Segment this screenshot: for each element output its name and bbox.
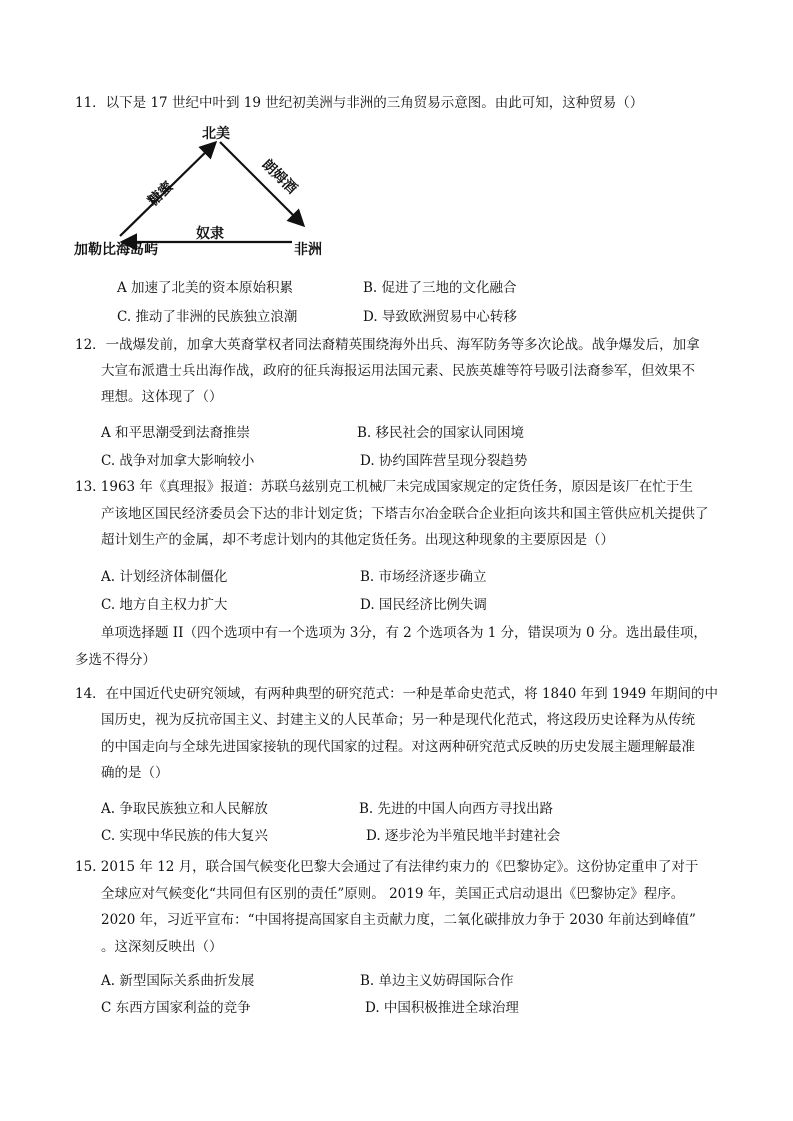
q14-stem-line2: 国历史，视为反抗帝国主义、封建主义的人民革命；另一种是现代化范式，将这段历史诠释为从传统 (101, 712, 695, 728)
node-caribbean: 加勒比海岛屿 (74, 242, 158, 258)
q13-option-d[interactable]: D. 国民经济比例失调 (360, 597, 487, 613)
section-note-line1: 单项选择题 II（四个选项中有一个选项为 3分，有 2 个选项各为 1 分，错误项为 0 分。选出最佳项， (101, 625, 707, 641)
q12-option-b[interactable]: B. 移民社会的国家认同困境 (357, 425, 525, 441)
edge-label-bottom: 奴隶 (196, 226, 224, 242)
q15-stem-line4: 。这深刻反映出（） (101, 939, 223, 955)
q13-option-a[interactable]: A. 计划经济体制僵化 (101, 569, 228, 585)
edge-label-left: 糖蜜 (145, 178, 177, 210)
q14-option-a[interactable]: A. 争取民族独立和人民解放 (101, 801, 268, 817)
q15-option-b[interactable]: B. 单边主义妨碍国际合作 (360, 973, 514, 989)
q12-stem-line3: 理想。这体现了（） (101, 389, 223, 405)
q12-stem-line1: 12．一战爆发前，加拿大英裔掌权者同法裔精英围绕海外出兵、海军防务等多次论战。战争爆发后，加拿 (75, 337, 700, 353)
q15-stem-line1: 15. 2015 年 12 月，联合国气候变化巴黎大会通过了有法律约束力的《巴黎协定》。这份协定重申了对于 (75, 859, 699, 875)
q13-option-c[interactable]: C. 地方自主权力扩大 (101, 597, 228, 613)
q15-option-a[interactable]: A. 新型国际关系曲折发展 (101, 973, 255, 989)
q14-stem-line3: 的中国走向与全球先进国家接轨的现代国家的过程。对这两种研究范式反映的历史发展主题理解最准 (101, 739, 695, 755)
q12-option-a[interactable]: A 和平思潮受到法裔推崇 (101, 425, 251, 441)
q13-stem-line3: 超计划生产的金属，却不考虑计划内的其他定货任务。出现这种现象的主要原因是（） (101, 532, 614, 548)
q12-option-d[interactable]: D. 协约国阵营呈现分裂趋势 (360, 453, 528, 469)
q11-option-d[interactable]: D. 导致欧洲贸易中心转移 (363, 309, 517, 325)
q14-stem-line1: 14．在中国近代史研究领域，有两种典型的研究范式：一种是革命史范式，将 1840 年到 1949 年期间的中 (75, 686, 719, 702)
q14-option-c[interactable]: C. 实现中华民族的伟大复兴 (101, 828, 268, 844)
q14-option-d[interactable]: D. 逐步沦为半殖民地半封建社会 (366, 828, 561, 844)
triangle-trade-diagram (70, 118, 330, 268)
q15-option-d[interactable]: D. 中国积极推进全球治理 (365, 1000, 519, 1016)
q15-stem-line3: 2020 年，习近平宣布：“中国将提高国家自主贡献力度，二氧化碳排放力争于 2030 年前达到峰值” (101, 912, 696, 928)
q11-stem: 11．以下是 17 世纪中叶到 19 世纪初美洲与非洲的三角贸易示意图。由此可知，这种贸易（） (75, 95, 644, 111)
section-note-line2: 多选不得分） (75, 652, 156, 668)
q11-option-b[interactable]: B. 促进了三地的文化融合 (363, 280, 517, 296)
q11-option-c[interactable]: C. 推动了非洲的民族独立浪潮 (117, 309, 298, 325)
node-north-america: 北美 (202, 126, 230, 142)
q14-stem-line4: 确的是（） (101, 765, 169, 781)
q15-option-c[interactable]: C 东西方国家利益的竞争 (101, 1000, 251, 1016)
q12-stem-line2: 大宣布派遣士兵出海作战，政府的征兵海报运用法国元素、民族英雄等符号吸引法裔参军，但效果不 (101, 363, 695, 379)
q13-stem-line1: 13. 1963 年《真理报》报道：苏联乌兹别克工机械厂未完成国家规定的定货任务，原因是该厂在忙于生 (75, 479, 693, 495)
q11-option-a[interactable]: A 加速了北美的资本原始积累 (117, 280, 294, 296)
node-africa: 非洲 (294, 242, 322, 258)
q14-option-b[interactable]: B. 先进的中国人向西方寻找出路 (359, 801, 554, 817)
q13-option-b[interactable]: B. 市场经济逐步确立 (360, 569, 487, 585)
q12-option-c[interactable]: C. 战争对加拿大影响较小 (101, 453, 255, 469)
q13-stem-line2: 产该地区国民经济委员会下达的非计划定货；下塔吉尔冶金联合企业拒向该共和国主管供应机关提供了 (101, 506, 709, 522)
edge-label-right: 朗姆酒 (258, 156, 300, 198)
q15-stem-line2: 全球应对气候变化“共同但有区别的责任”原则。 2019 年，美国正式启动退出《巴黎协定》程序。 (101, 886, 685, 902)
